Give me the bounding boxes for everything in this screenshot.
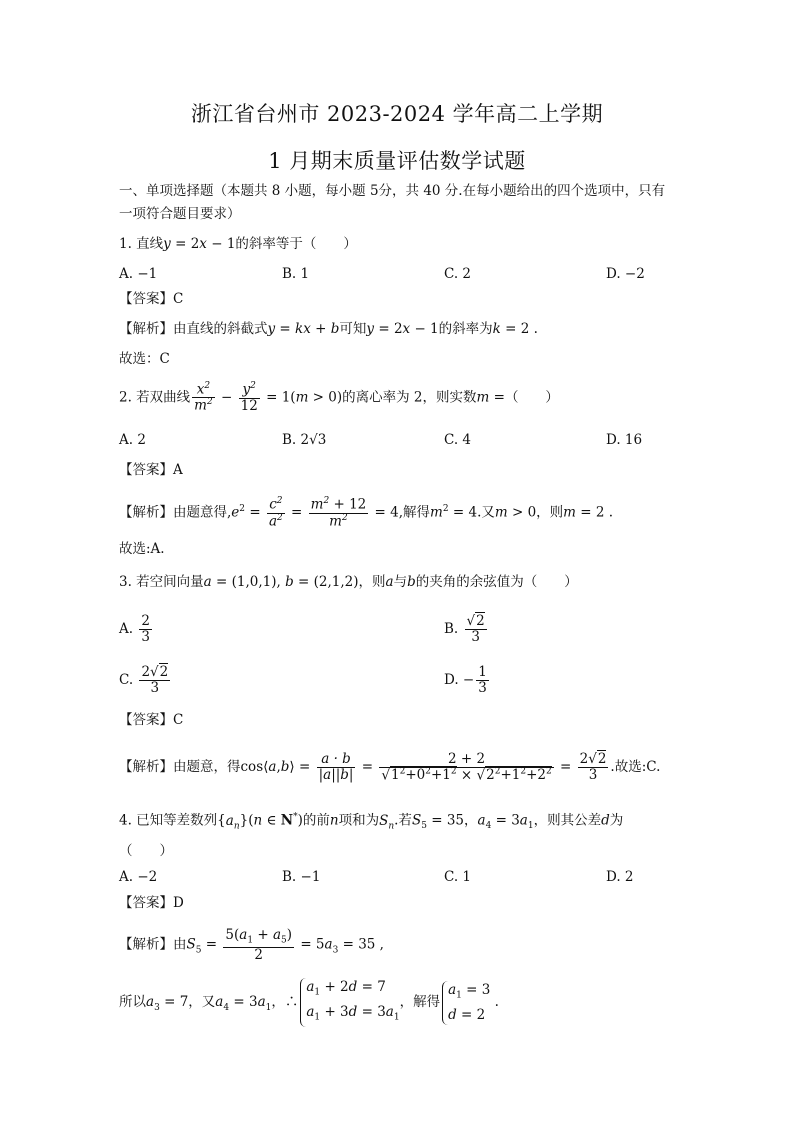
q2-option-a: A. 2 xyxy=(119,432,146,448)
q1-option-c: C. 2 xyxy=(444,266,472,282)
q3-option-d: D. − $\frac{1}{3}$ xyxy=(444,664,487,696)
q2-answer: 【答案】A xyxy=(119,462,183,478)
q2-option-c: C. 4 xyxy=(444,432,472,448)
q3-option-b: B. $\frac{√2}{3}$ xyxy=(444,613,485,645)
q1-conclusion: 故选：C xyxy=(119,351,170,367)
q4-option-a: A. −2 xyxy=(119,869,158,885)
q2-option-b: B. 2√3 xyxy=(282,432,327,448)
exam-title-line2: 1 月期末质量评估数学试题 xyxy=(268,149,526,173)
q3-option-c: C. $\frac{2√2}{3}$ xyxy=(119,664,169,696)
q2-analysis: 【解析】由题意得$,e^2$ = $\frac{c^2}{a^2}$ = $\frac{m^2 + 12}{m^2}$ = 4,解得$m^2 = 4$.又m > 0，则m = 2 . xyxy=(119,496,614,529)
question-1-stem: 1. 直线y = 2x − 1的斜率等于（ ） xyxy=(119,236,357,252)
q1-answer: 【答案】C xyxy=(119,291,184,307)
q2-conclusion: 故选:A. xyxy=(119,541,165,557)
q4-analysis: 【解析】由$S_5$ = $\frac{5(a_1 + a_5)}{2}$ = $5a_3 = 35$ , xyxy=(119,927,384,963)
q1-option-a: A. −1 xyxy=(119,266,158,282)
q4-answer: 【答案】D xyxy=(119,895,184,911)
question-2-stem: 2. 若双曲线 $\frac{x^2}{m^2}$ − $\frac{y^2}{12}$ = 1(m > 0)的离心率为 2，则实数m =（ ） xyxy=(119,381,559,414)
q4-stem-cont: （ ） xyxy=(119,843,173,859)
q1-option-b: B. 1 xyxy=(282,266,310,282)
q1-analysis: 【解析】由直线的斜截式y = kx + b可知y = 2x − 1的斜率为k = 2 . xyxy=(119,321,538,337)
q1-option-d: D. −2 xyxy=(606,266,645,282)
q3-answer: 【答案】C xyxy=(119,712,184,728)
q4-analysis-cont: 所以$a_3 = 7$，又$a_4 = 3a_1$，$\therefore a_1 + 2d = 7$ $a_1 + 3d = 3a_1$，解得$a_1 = 3$ d = 2 . xyxy=(119,978,694,1028)
q4-option-c: C. 1 xyxy=(444,869,472,885)
exam-title-line1: 浙江省台州市 2023-2024 学年高二上学期 xyxy=(190,102,604,126)
question-3-stem: 3. 若空间向量a = (1,0,1), b = (2,1,2)，则a与b的夹角的余弦值为（ ） xyxy=(119,574,578,590)
question-4-stem: 4. 已知等差数列$\{a_n\}(n$ ∈ N*)的前n项和为$S_n$.若$S_5 = 35$，$a_4 = 3a_1$，则其公差d为 xyxy=(119,812,624,832)
q4-option-d: D. 2 xyxy=(606,869,634,885)
q3-analysis: 【解析】由题意，得cos⟨a,b⟩ = $\frac{a \cdot b}{|a||b|}$ = $\frac{2 + 2}{√1^2+0^2+1^2 \times √2^2+1^2+2^2}$ = $\frac{2√2}{3}$ .故选:C. xyxy=(119,751,661,784)
q4-option-b: B. −1 xyxy=(282,869,321,885)
section-heading-cont: 一项符合题目要求） xyxy=(119,206,241,222)
q3-option-a: A. $\frac{2}{3}$ xyxy=(119,613,150,645)
q2-option-d: D. 16 xyxy=(606,432,643,448)
section-heading: 一、单项选择题（本题共 8 小题，每小题 5分，共 40 分.在每小题给出的四个选项中，只有 xyxy=(119,183,666,199)
